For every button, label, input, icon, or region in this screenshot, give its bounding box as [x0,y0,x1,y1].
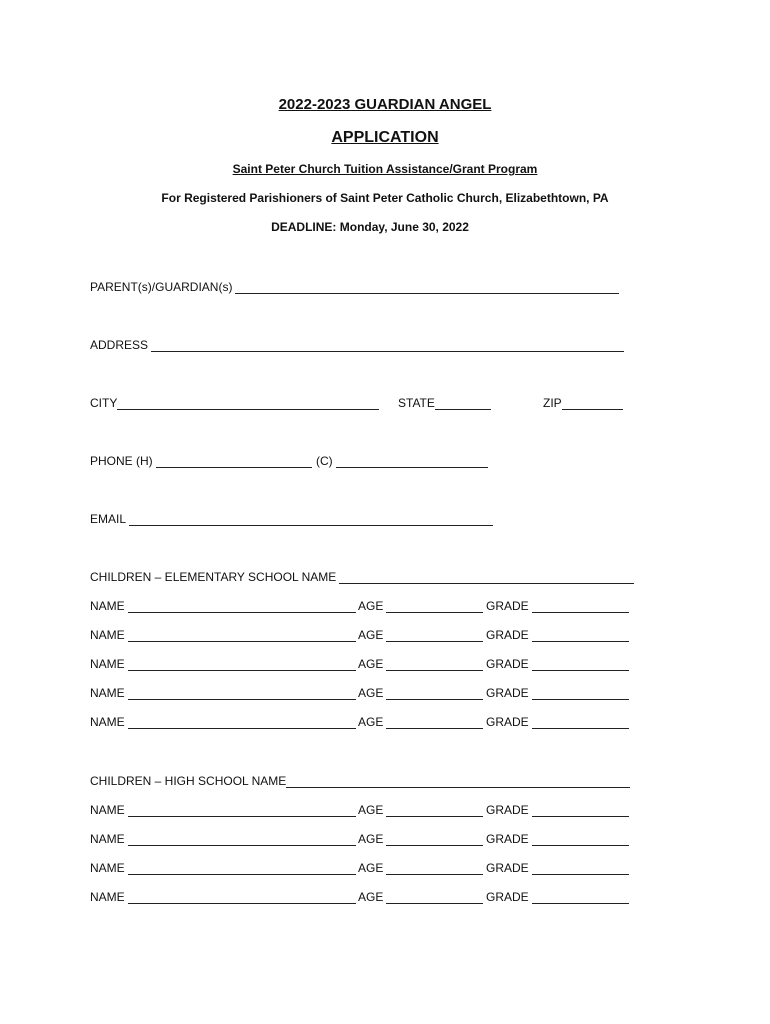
phone-cell-label: (C) [316,454,333,468]
child-age-label: AGE [358,803,384,817]
child-grade-field[interactable] [532,804,629,817]
form-title-line2: APPLICATION [331,129,439,146]
child-age-label: AGE [358,861,384,875]
address-field[interactable] [151,339,624,352]
child-grade-field[interactable] [532,629,629,642]
child-age-label: AGE [358,657,384,671]
child-age-label: AGE [358,715,384,729]
child-name-label: NAME [90,803,125,817]
child-name-label: NAME [90,890,125,904]
parents-field[interactable] [235,281,619,294]
email-label: EMAIL [90,512,127,526]
child-name-field[interactable] [128,833,356,846]
child-grade-label: GRADE [486,628,529,642]
child-grade-label: GRADE [486,890,529,904]
child-grade-label: GRADE [486,861,529,875]
child-age-field[interactable] [386,862,483,875]
child-grade-label: GRADE [486,803,529,817]
elementary-school-field[interactable] [339,571,634,584]
child-name-label: NAME [90,686,125,700]
child-name-label: NAME [90,832,125,846]
parents-label: PARENT(s)/GUARDIAN(s) [90,280,233,294]
child-name-field[interactable] [128,716,356,729]
child-name-field[interactable] [128,891,356,904]
program-subtitle: Saint Peter Church Tuition Assistance/Grant Program [232,162,538,176]
state-field[interactable] [435,397,491,410]
form-title-line1: 2022-2023 GUARDIAN ANGEL [278,96,492,113]
high-school-label: CHILDREN – HIGH SCHOOL NAME [90,774,287,788]
child-age-field[interactable] [386,629,483,642]
child-name-field[interactable] [128,629,356,642]
child-name-label: NAME [90,861,125,875]
child-age-label: AGE [358,686,384,700]
child-name-field[interactable] [128,862,356,875]
child-name-label: NAME [90,628,125,642]
child-age-label: AGE [358,628,384,642]
zip-label: ZIP [543,396,562,410]
child-grade-label: GRADE [486,832,529,846]
child-name-field[interactable] [128,600,356,613]
child-age-field[interactable] [386,658,483,671]
child-grade-field[interactable] [532,658,629,671]
child-name-field[interactable] [128,804,356,817]
child-name-field[interactable] [128,687,356,700]
zip-field[interactable] [562,397,623,410]
child-grade-label: GRADE [486,715,529,729]
child-grade-label: GRADE [486,599,529,613]
email-field[interactable] [129,513,493,526]
child-name-field[interactable] [128,658,356,671]
city-field[interactable] [117,397,379,410]
child-grade-field[interactable] [532,833,629,846]
elementary-school-label: CHILDREN – ELEMENTARY SCHOOL NAME [90,570,337,584]
high-school-field[interactable] [286,775,630,788]
address-label: ADDRESS [90,338,149,352]
child-grade-field[interactable] [532,862,629,875]
child-age-field[interactable] [386,687,483,700]
state-label: STATE [398,396,435,410]
child-name-label: NAME [90,657,125,671]
child-age-field[interactable] [386,600,483,613]
child-name-label: NAME [90,715,125,729]
child-grade-label: GRADE [486,657,529,671]
child-age-field[interactable] [386,804,483,817]
child-age-label: AGE [358,599,384,613]
phone-home-field[interactable] [156,455,312,468]
phone-cell-field[interactable] [336,455,488,468]
child-age-label: AGE [358,832,384,846]
eligibility-note: For Registered Parishioners of Saint Peter Catholic Church, Elizabethtown, PA [161,191,609,205]
child-grade-field[interactable] [532,716,629,729]
child-age-label: AGE [358,890,384,904]
city-label: CITY [90,396,118,410]
child-name-label: NAME [90,599,125,613]
child-grade-field[interactable] [532,687,629,700]
child-grade-field[interactable] [532,891,629,904]
phone-home-label: PHONE (H) [90,454,153,468]
deadline-note: DEADLINE: Monday, June 30, 2022 [271,220,469,234]
child-grade-label: GRADE [486,686,529,700]
child-grade-field[interactable] [532,600,629,613]
child-age-field[interactable] [386,833,483,846]
child-age-field[interactable] [386,891,483,904]
child-age-field[interactable] [386,716,483,729]
